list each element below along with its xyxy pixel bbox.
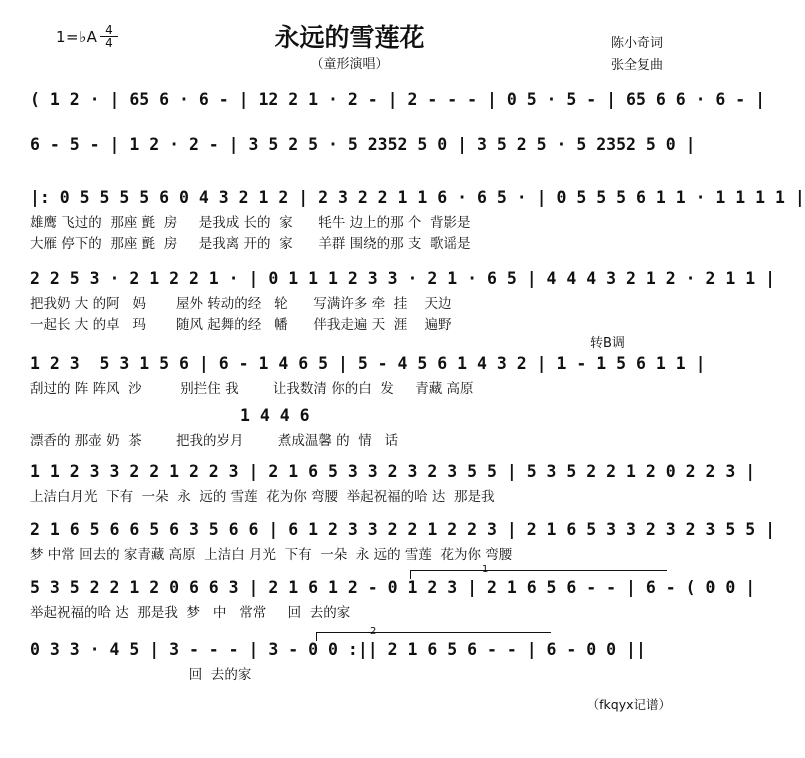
score-system-9 (30, 564, 756, 624)
score-system-3 (30, 186, 805, 255)
notation-line: |: 0 5 5 5 5 6 0 4 3 2 1 2 | 2 3 2 2 1 1 6 · 6 5 · | 0 5 5 5 6 1 1 · 1 1 1 1 | (30, 188, 805, 207)
score-body (30, 82, 805, 686)
lyric-verse-2: 大雁 停下的 那座 氈 房 是我离 开的 家 羊群 围绕的那 支 歌谣是 (30, 236, 471, 252)
notation-line: 1 2 3 5 3 1 5 6 | 6 - 1 4 6 5 | 5 - 4 5 6 1 4 3 2 | 1 - 1 5 6 1 1 | (30, 354, 706, 373)
time-signature-numerator: 4 (100, 24, 118, 37)
lyric-verse-1: 刮过的 阵 阵风 沙 别拦住 我 让我数清 你的白 发 青藏 高原 (30, 381, 474, 397)
score-system-1 (30, 88, 766, 115)
lyric-line: 回 去的家 (30, 667, 252, 683)
transcriber-credit: （fkqyx记谱） (586, 697, 671, 712)
lyric-verse-1: 雄鹰 飞过的 那座 氈 房 是我成 长的 家 牦牛 边上的那 个 背影是 (30, 215, 471, 231)
composer-credit: 张全复曲 (610, 58, 663, 73)
second-ending-number: 2 (370, 626, 377, 637)
notation-line: ( 1 2 · | 65 6 · 6 - | 12 2 1 · 2 - | 2 - - - | 0 5 · 5 - | 65 6 6 · 6 - | (30, 90, 766, 109)
score-system-2 (30, 133, 696, 160)
time-signature-denominator: 4 (105, 36, 113, 50)
notation-line: 2 2 5 3 · 2 1 2 2 1 · | 0 1 1 1 2 3 3 · 2 1 · 6 5 | 4 4 4 3 2 1 2 · 2 1 1 | (30, 269, 776, 288)
second-ending-bracket (316, 632, 551, 641)
lyricist-credit: 陈小奇词 (610, 36, 663, 51)
score-system-4 (30, 267, 776, 352)
notation-line: 1 1 2 3 3 2 2 1 2 2 3 | 2 1 6 5 3 3 2 3 2 3 5 5 | 5 3 5 2 2 1 2 0 2 2 3 | (30, 462, 756, 481)
score-system-6 (30, 404, 666, 452)
first-ending-number: 1 (482, 564, 489, 575)
first-ending-bracket (410, 570, 667, 579)
score-system-10 (30, 626, 666, 686)
notation-line: 1 4 4 6 (240, 406, 310, 425)
notation-line: 5 3 5 2 2 1 2 0 6 6 3 | 2 1 6 1 2 - 0 1 2 3 | 2 1 6 5 6 - - | 6 - ( 0 0 | (30, 578, 756, 597)
lyric-verse-2: 一起长 大 的卓 玛 随风 起舞的经 幡 伴我走遍 天 涯 遍野 (30, 317, 452, 333)
lyric-verse-1: 把我奶 大 的阿 妈 屋外 转动的经 轮 写满许多 牵 挂 天边 (30, 296, 452, 312)
score-system-7 (30, 460, 756, 508)
notation-line: 2 1 6 5 6 6 5 6 3 5 6 6 | 6 1 2 3 3 2 2 1 2 2 3 | 2 1 6 5 3 3 2 3 2 3 5 5 | (30, 520, 776, 539)
score-system-5 (30, 352, 706, 400)
song-title: 永远的雪莲花 (274, 23, 425, 52)
score-system-8 (30, 518, 776, 566)
modulation-marking: 转B调 (590, 336, 625, 351)
score-header (0, 0, 699, 80)
performer-note: （童形演唱） (310, 57, 389, 72)
key-signature: 1=♭A (56, 28, 98, 46)
notation-line: 6 - 5 - | 1 2 · 2 - | 3 5 2 5 · 5 2352 5 0 | 3 5 2 5 · 5 2352 5 0 | (30, 135, 696, 154)
lyric-line: 举起祝福的哈 达 那是我 梦 中 常常 回 去的家 (30, 605, 351, 621)
lyric-line: 上洁白月光 下有 一朵 永 远的 雪莲 花为你 弯腰 举起祝福的哈 达 那是我 (30, 489, 495, 505)
lyric-verse-2: 漂香的 那壶 奶 茶 把我的岁月 煮成温馨 的 情 话 (30, 433, 399, 449)
notation-line: 0 3 3 · 4 5 | 3 - - - | 3 - 0 0 :|| 2 1 6 5 6 - - | 6 - 0 0 || (30, 640, 646, 659)
lyric-line: 梦 中常 回去的 家青藏 高原 上洁白 月光 下有 一朵 永 远的 雪莲 花为你 弯腰 (30, 547, 513, 563)
